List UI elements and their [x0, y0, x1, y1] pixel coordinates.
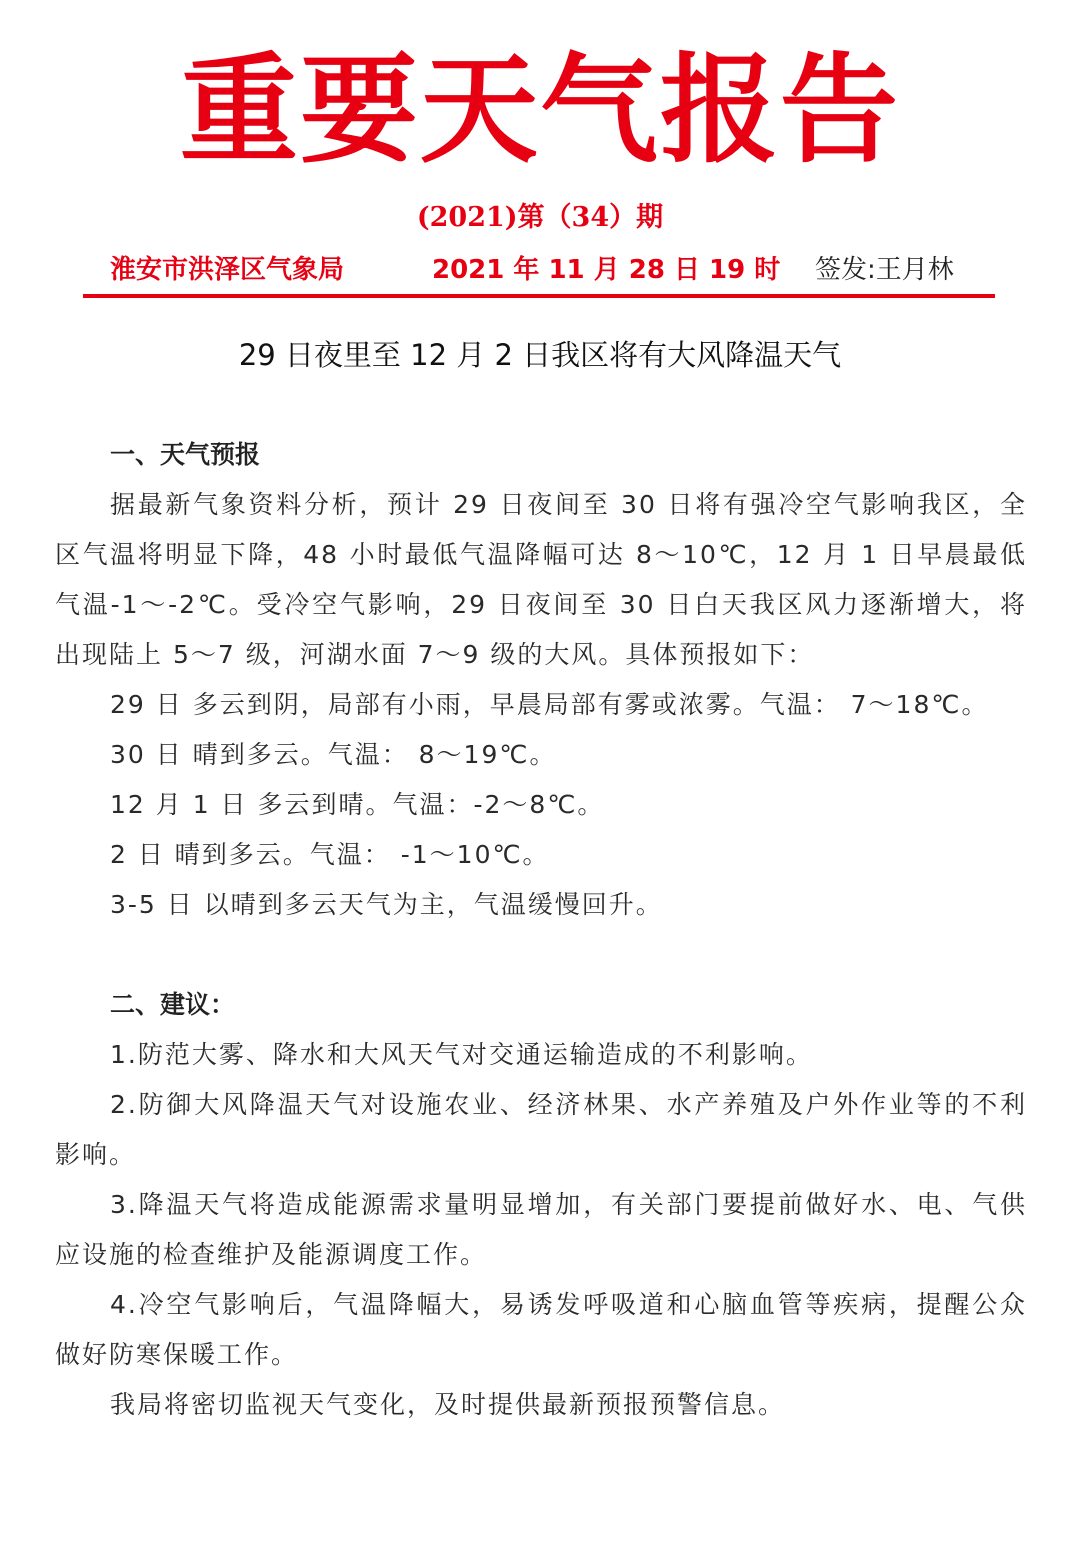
issue-datetime: 2021 年 11 月 28 日 19 时 [432, 255, 781, 285]
forecast-day-29: 29 日 多云到阴，局部有小雨，早晨局部有雾或浓雾。气温： 7～18℃。 [110, 690, 989, 719]
section-title-forecast: 一、天气预报 [110, 440, 261, 469]
header-divider [83, 294, 995, 298]
signer: 签发:王月林 [815, 255, 954, 285]
forecast-dec-3-5: 3-5 日 以晴到多云天气为主，气温缓慢回升。 [110, 890, 663, 919]
forecast-day-30: 30 日 晴到多云。气温： 8～19℃。 [110, 740, 557, 769]
issue-number: (2021)第（34）期 [416, 202, 664, 233]
closing-statement: 我局将密切监视天气变化，及时提供最新预报预警信息。 [110, 1390, 786, 1419]
forecast-intro [55, 480, 1027, 680]
report-headline: 29 日夜里至 12 月 2 日我区将有大风降温天气 [238, 338, 842, 372]
advice-item: 2.防御大风降温天气对设施农业、经济林果、水产养殖及户外作业等的不利影响。 [55, 1090, 1027, 1169]
advice-list [55, 1030, 1027, 1430]
forecast-dec-1: 12 月 1 日 多云到晴。气温：-2～8℃。 [110, 790, 605, 819]
forecast-dec-2: 2 日 晴到多云。气温： -1～10℃。 [110, 840, 550, 869]
forecast-intro-text: 据最新气象资料分析，预计 29 日夜间至 30 日将有强冷空气影响我区，全区气温将明显下降，48 小时最低气温降幅可达 8～10℃，12 月 1 日早晨最低气温-1～-2℃。受冷空气影响，29 日夜间至 30 日白天我区风力逐渐增大，将出现陆上 5～7 级，河湖水面 7～9 级的大风。具体预报如下： [55, 490, 1027, 669]
report-masthead: 重要天气报告 [179, 41, 900, 179]
advice-item: 1.防范大雾、降水和大风天气对交通运输造成的不利影响。 [110, 1040, 813, 1069]
advice-item: 3.降温天气将造成能源需求量明显增加，有关部门要提前做好水、电、气供应设施的检查维护及能源调度工作。 [55, 1190, 1027, 1269]
issuing-organization: 淮安市洪泽区气象局 [110, 255, 345, 285]
section-title-advice: 二、建议： [110, 990, 236, 1019]
advice-item: 4.冷空气影响后，气温降幅大，易诱发呼吸道和心脑血管等疾病，提醒公众做好防寒保暖工作。 [55, 1290, 1027, 1369]
